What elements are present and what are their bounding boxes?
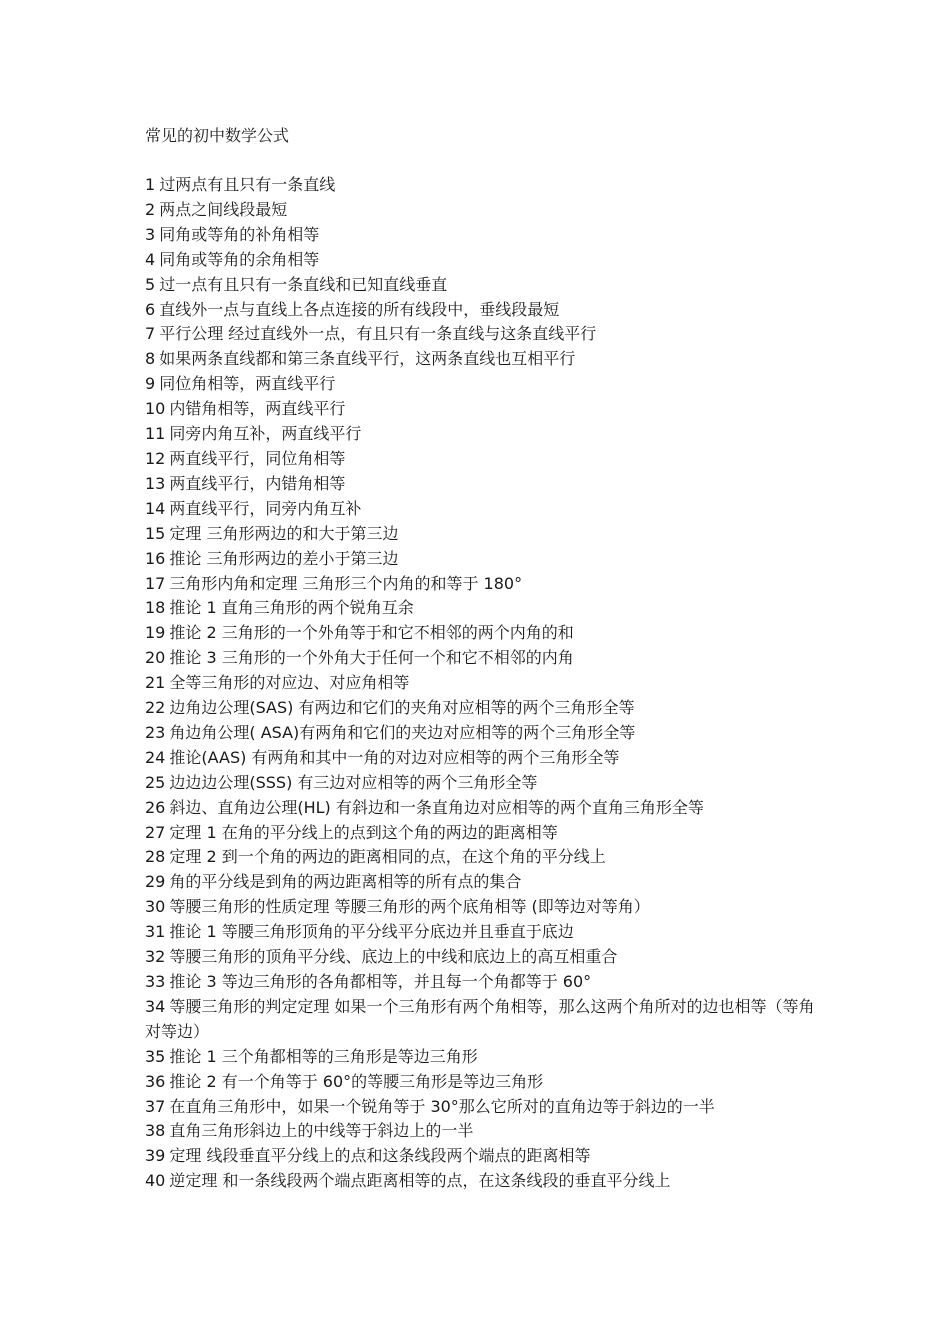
formula-item	[145, 1095, 815, 1120]
formula-text: 等腰三角形的性质定理 等腰三角形的两个底角相等 (即等边对等角）	[169, 897, 650, 917]
formula-text: 两直线平行，内错角相等	[169, 473, 346, 493]
formula-text: 同角或等角的补角相等	[159, 224, 320, 244]
formula-text: 过一点有且只有一条直线和已知直线垂直	[159, 274, 448, 294]
formula-number: 17	[145, 573, 166, 593]
formula-item	[145, 970, 815, 995]
formula-number: 31	[145, 922, 166, 942]
formula-number: 30	[145, 897, 166, 917]
formula-text: 边边边公理(SSS) 有三边对应相等的两个三角形全等	[169, 772, 538, 792]
formula-number: 23	[145, 722, 166, 742]
formula-number: 16	[145, 548, 166, 568]
formula-item	[145, 273, 815, 298]
formula-item	[145, 372, 815, 397]
formula-number: 15	[145, 523, 166, 543]
formula-text: 直线外一点与直线上各点连接的所有线段中，垂线段最短	[159, 299, 560, 319]
formula-number: 1	[145, 175, 156, 194]
formula-number: 12	[145, 448, 166, 468]
formula-text: 推论 1 等腰三角形顶角的平分线平分底边并且垂直于底边	[169, 922, 574, 942]
formula-item	[145, 347, 815, 372]
formula-text: 推论 3 等边三角形的各角都相等，并且每一个角都等于 60°	[169, 972, 592, 991]
formula-number: 22	[145, 698, 166, 718]
formula-item	[145, 821, 815, 846]
formula-item	[145, 447, 815, 472]
formula-text: 推论 2 有一个角等于 60°的等腰三角形是等边三角形	[169, 1071, 544, 1091]
formula-text: 如果两条直线都和第三条直线平行，这两条直线也互相平行	[159, 349, 576, 369]
formula-list	[145, 173, 815, 1194]
formula-text: 内错角相等，两直线平行	[169, 399, 346, 419]
formula-text: 角的平分线是到角的两边距离相等的所有点的集合	[169, 872, 522, 892]
formula-number: 9	[145, 374, 156, 394]
formula-text: 在直角三角形中，如果一个锐角等于 30°那么它所对的直角边等于斜边的一半	[169, 1096, 715, 1116]
formula-number: 33	[145, 972, 166, 991]
formula-item	[145, 995, 815, 1045]
formula-item	[145, 1045, 815, 1070]
formula-text: 定理 三角形两边的和大于第三边	[169, 523, 399, 543]
formula-number: 36	[145, 1071, 166, 1091]
formula-text: 推论 1 直角三角形的两个锐角互余	[169, 598, 414, 618]
formula-text: 两点之间线段最短	[159, 199, 288, 219]
formula-text: 定理 2 到一个角的两边的距离相同的点，在这个角的平分线上	[169, 847, 606, 867]
formula-item	[145, 870, 815, 895]
formula-item	[145, 1119, 815, 1144]
formula-item	[145, 1070, 815, 1095]
formula-number: 19	[145, 623, 166, 643]
formula-number: 3	[145, 224, 156, 244]
document-page	[145, 124, 815, 1194]
formula-number: 18	[145, 598, 166, 618]
formula-item	[145, 198, 815, 223]
formula-text: 同位角相等，两直线平行	[159, 374, 336, 394]
formula-text: 定理 线段垂直平分线上的点和这条线段两个端点的距离相等	[169, 1146, 591, 1166]
formula-number: 40	[145, 1171, 166, 1191]
formula-text: 定理 1 在角的平分线上的点到这个角的两边的距离相等	[169, 822, 558, 842]
formula-item	[145, 422, 815, 447]
formula-number: 39	[145, 1146, 166, 1166]
formula-text: 推论 2 三角形的一个外角等于和它不相邻的两个内角的和	[169, 623, 574, 643]
formula-text: 平行公理 经过直线外一点，有且只有一条直线与这条直线平行	[159, 324, 597, 344]
document-title: 常见的初中数学公式	[145, 126, 290, 145]
formula-item	[145, 397, 815, 422]
formula-number: 10	[145, 399, 166, 419]
formula-item	[145, 920, 815, 945]
formula-number: 6	[145, 299, 156, 319]
formula-text: 推论(AAS) 有两角和其中一角的对边对应相等的两个三角形全等	[169, 747, 620, 767]
formula-text: 两直线平行，同旁内角互补	[169, 498, 362, 518]
formula-text: 逆定理 和一条线段两个端点距离相等的点，在这条线段的垂直平分线上	[169, 1171, 671, 1191]
formula-item	[145, 173, 815, 198]
formula-text: 全等三角形的对应边、对应角相等	[169, 673, 410, 693]
formula-text: 直角三角形斜边上的中线等于斜边上的一半	[169, 1121, 474, 1141]
formula-text: 同角或等角的余角相等	[159, 249, 320, 269]
formula-text: 推论 1 三个角都相等的三角形是等边三角形	[169, 1046, 478, 1066]
formula-item	[145, 845, 815, 870]
formula-item	[145, 497, 815, 522]
formula-item	[145, 945, 815, 970]
formula-number: 21	[145, 673, 166, 693]
formula-item	[145, 771, 815, 796]
formula-item	[145, 696, 815, 721]
formula-text: 等腰三角形的顶角平分线、底边上的中线和底边上的高互相重合	[169, 947, 618, 967]
formula-number: 26	[145, 797, 166, 817]
formula-number: 7	[145, 324, 156, 344]
formula-number: 4	[145, 249, 156, 269]
formula-item	[145, 1169, 815, 1194]
formula-number: 38	[145, 1121, 166, 1141]
formula-item	[145, 1144, 815, 1169]
formula-number: 8	[145, 349, 156, 369]
formula-text: 两直线平行，同位角相等	[169, 448, 346, 468]
formula-item	[145, 746, 815, 771]
formula-item	[145, 223, 815, 248]
formula-item	[145, 596, 815, 621]
formula-item	[145, 796, 815, 821]
formula-item	[145, 522, 815, 547]
formula-text: 角边角公理( ASA)有两角和它们的夹边对应相等的两个三角形全等	[169, 722, 636, 742]
formula-item	[145, 621, 815, 646]
formula-number: 35	[145, 1046, 166, 1066]
formula-text: 等腰三角形的判定定理 如果一个三角形有两个角相等，那么这两个角所对的边也相等（等角对等边）	[145, 996, 815, 1041]
formula-text: 同旁内角互补，两直线平行	[169, 424, 362, 444]
formula-number: 5	[145, 274, 156, 294]
formula-item	[145, 322, 815, 347]
formula-number: 32	[145, 947, 166, 967]
formula-item	[145, 646, 815, 671]
formula-number: 2	[145, 199, 156, 219]
formula-text: 边角边公理(SAS) 有两边和它们的夹角对应相等的两个三角形全等	[169, 698, 635, 718]
formula-item	[145, 572, 815, 597]
formula-number: 29	[145, 872, 166, 892]
formula-text: 推论 3 三角形的一个外角大于任何一个和它不相邻的内角	[169, 648, 574, 668]
formula-item	[145, 895, 815, 920]
formula-text: 三角形内角和定理 三角形三个内角的和等于 180°	[169, 573, 523, 593]
formula-number: 20	[145, 648, 166, 668]
formula-number: 37	[145, 1096, 166, 1116]
formula-item	[145, 671, 815, 696]
formula-item	[145, 472, 815, 497]
formula-text: 过两点有且只有一条直线	[159, 175, 336, 194]
formula-number: 24	[145, 747, 166, 767]
formula-text: 斜边、直角边公理(HL) 有斜边和一条直角边对应相等的两个直角三角形全等	[169, 797, 704, 817]
formula-item	[145, 721, 815, 746]
formula-number: 28	[145, 847, 166, 867]
formula-text: 推论 三角形两边的差小于第三边	[169, 548, 399, 568]
formula-item	[145, 248, 815, 273]
formula-number: 27	[145, 822, 166, 842]
formula-item	[145, 298, 815, 323]
formula-item	[145, 547, 815, 572]
formula-number: 13	[145, 473, 166, 493]
formula-number: 34	[145, 996, 166, 1016]
formula-number: 14	[145, 498, 166, 518]
formula-number: 25	[145, 772, 166, 792]
formula-number: 11	[145, 424, 166, 444]
